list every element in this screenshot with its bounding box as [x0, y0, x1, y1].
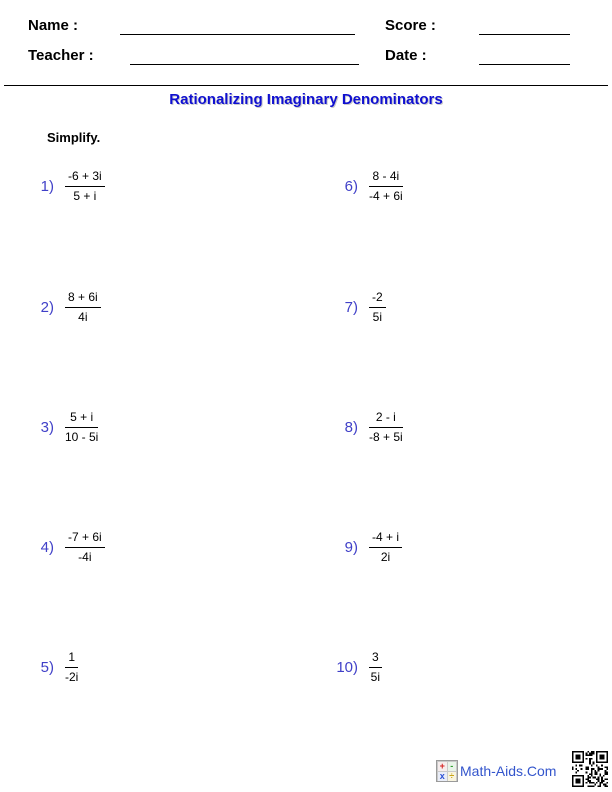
teacher-blank-line — [130, 63, 359, 65]
fraction-denominator: 10 - 5i — [65, 429, 99, 444]
fraction-numerator: -2 — [369, 290, 386, 308]
plus-icon: + — [439, 761, 445, 771]
problem-number: 2) — [40, 298, 54, 316]
problem-number: 1) — [40, 177, 54, 195]
minus-icon: - — [448, 762, 457, 771]
problem-number: 10) — [336, 658, 358, 676]
problem-8 — [330, 404, 403, 450]
problem-3 — [30, 404, 98, 450]
divide-icon: ÷ — [449, 771, 455, 781]
fraction-denominator: -2i — [65, 669, 79, 684]
fraction-denominator: 2i — [380, 549, 391, 564]
fraction-numerator: 8 + 6i — [65, 290, 101, 308]
math-aids-logo-icon — [436, 760, 458, 782]
score-label: Score : — [385, 17, 436, 34]
fraction — [65, 410, 98, 445]
teacher-label: Teacher : — [28, 47, 94, 64]
fraction-numerator: 8 - 4i — [369, 169, 403, 187]
date-label: Date : — [385, 47, 427, 64]
fraction-denominator: 5i — [370, 669, 381, 684]
fraction — [369, 650, 382, 685]
fraction-denominator: -8 + 5i — [369, 429, 403, 444]
fraction-denominator: -4i — [78, 549, 92, 564]
fraction — [65, 290, 101, 325]
fraction-numerator: 2 - i — [369, 410, 403, 428]
header-divider — [4, 85, 608, 86]
date-blank-line — [479, 63, 570, 65]
qr-code-icon — [572, 751, 608, 787]
fraction — [369, 410, 403, 445]
problem-number: 5) — [40, 658, 54, 676]
problem-number: 4) — [40, 538, 54, 556]
score-blank-line — [479, 33, 570, 35]
problem-1 — [30, 163, 105, 209]
fraction-denominator: 4i — [78, 309, 88, 324]
fraction-numerator: 3 — [369, 650, 382, 668]
fraction — [65, 650, 78, 685]
problem-number: 7) — [344, 298, 358, 316]
fraction-numerator: -7 + 6i — [65, 530, 105, 548]
fraction-denominator: -4 + 6i — [369, 188, 403, 203]
fraction — [369, 290, 386, 325]
name-blank-line — [120, 33, 355, 35]
problem-2 — [30, 284, 101, 330]
instruction-label: Simplify. — [47, 130, 101, 145]
problem-number: 8) — [344, 418, 358, 436]
fraction — [369, 530, 402, 565]
problem-10 — [330, 644, 382, 690]
fraction-numerator: 1 — [65, 650, 78, 668]
fraction-numerator: 5 + i — [65, 410, 98, 428]
problem-number: 9) — [344, 538, 358, 556]
times-icon: x — [439, 771, 445, 781]
problem-9 — [330, 524, 402, 570]
problem-6 — [330, 163, 403, 209]
fraction — [65, 169, 105, 204]
fraction — [369, 169, 403, 204]
problem-5 — [30, 644, 78, 690]
fraction-denominator: 5 + i — [73, 188, 97, 203]
math-aids-brand-link[interactable]: Math-Aids.Com — [460, 763, 557, 779]
problem-number: 6) — [344, 177, 358, 195]
page-title: Rationalizing Imaginary Denominators — [169, 91, 443, 108]
fraction-numerator: -6 + 3i — [65, 169, 105, 187]
fraction-numerator: -4 + i — [369, 530, 402, 548]
fraction — [65, 530, 105, 565]
fraction-denominator: 5i — [372, 309, 382, 324]
problem-4 — [30, 524, 105, 570]
problem-7 — [330, 284, 386, 330]
problem-number: 3) — [40, 418, 54, 436]
name-label: Name : — [28, 17, 79, 34]
